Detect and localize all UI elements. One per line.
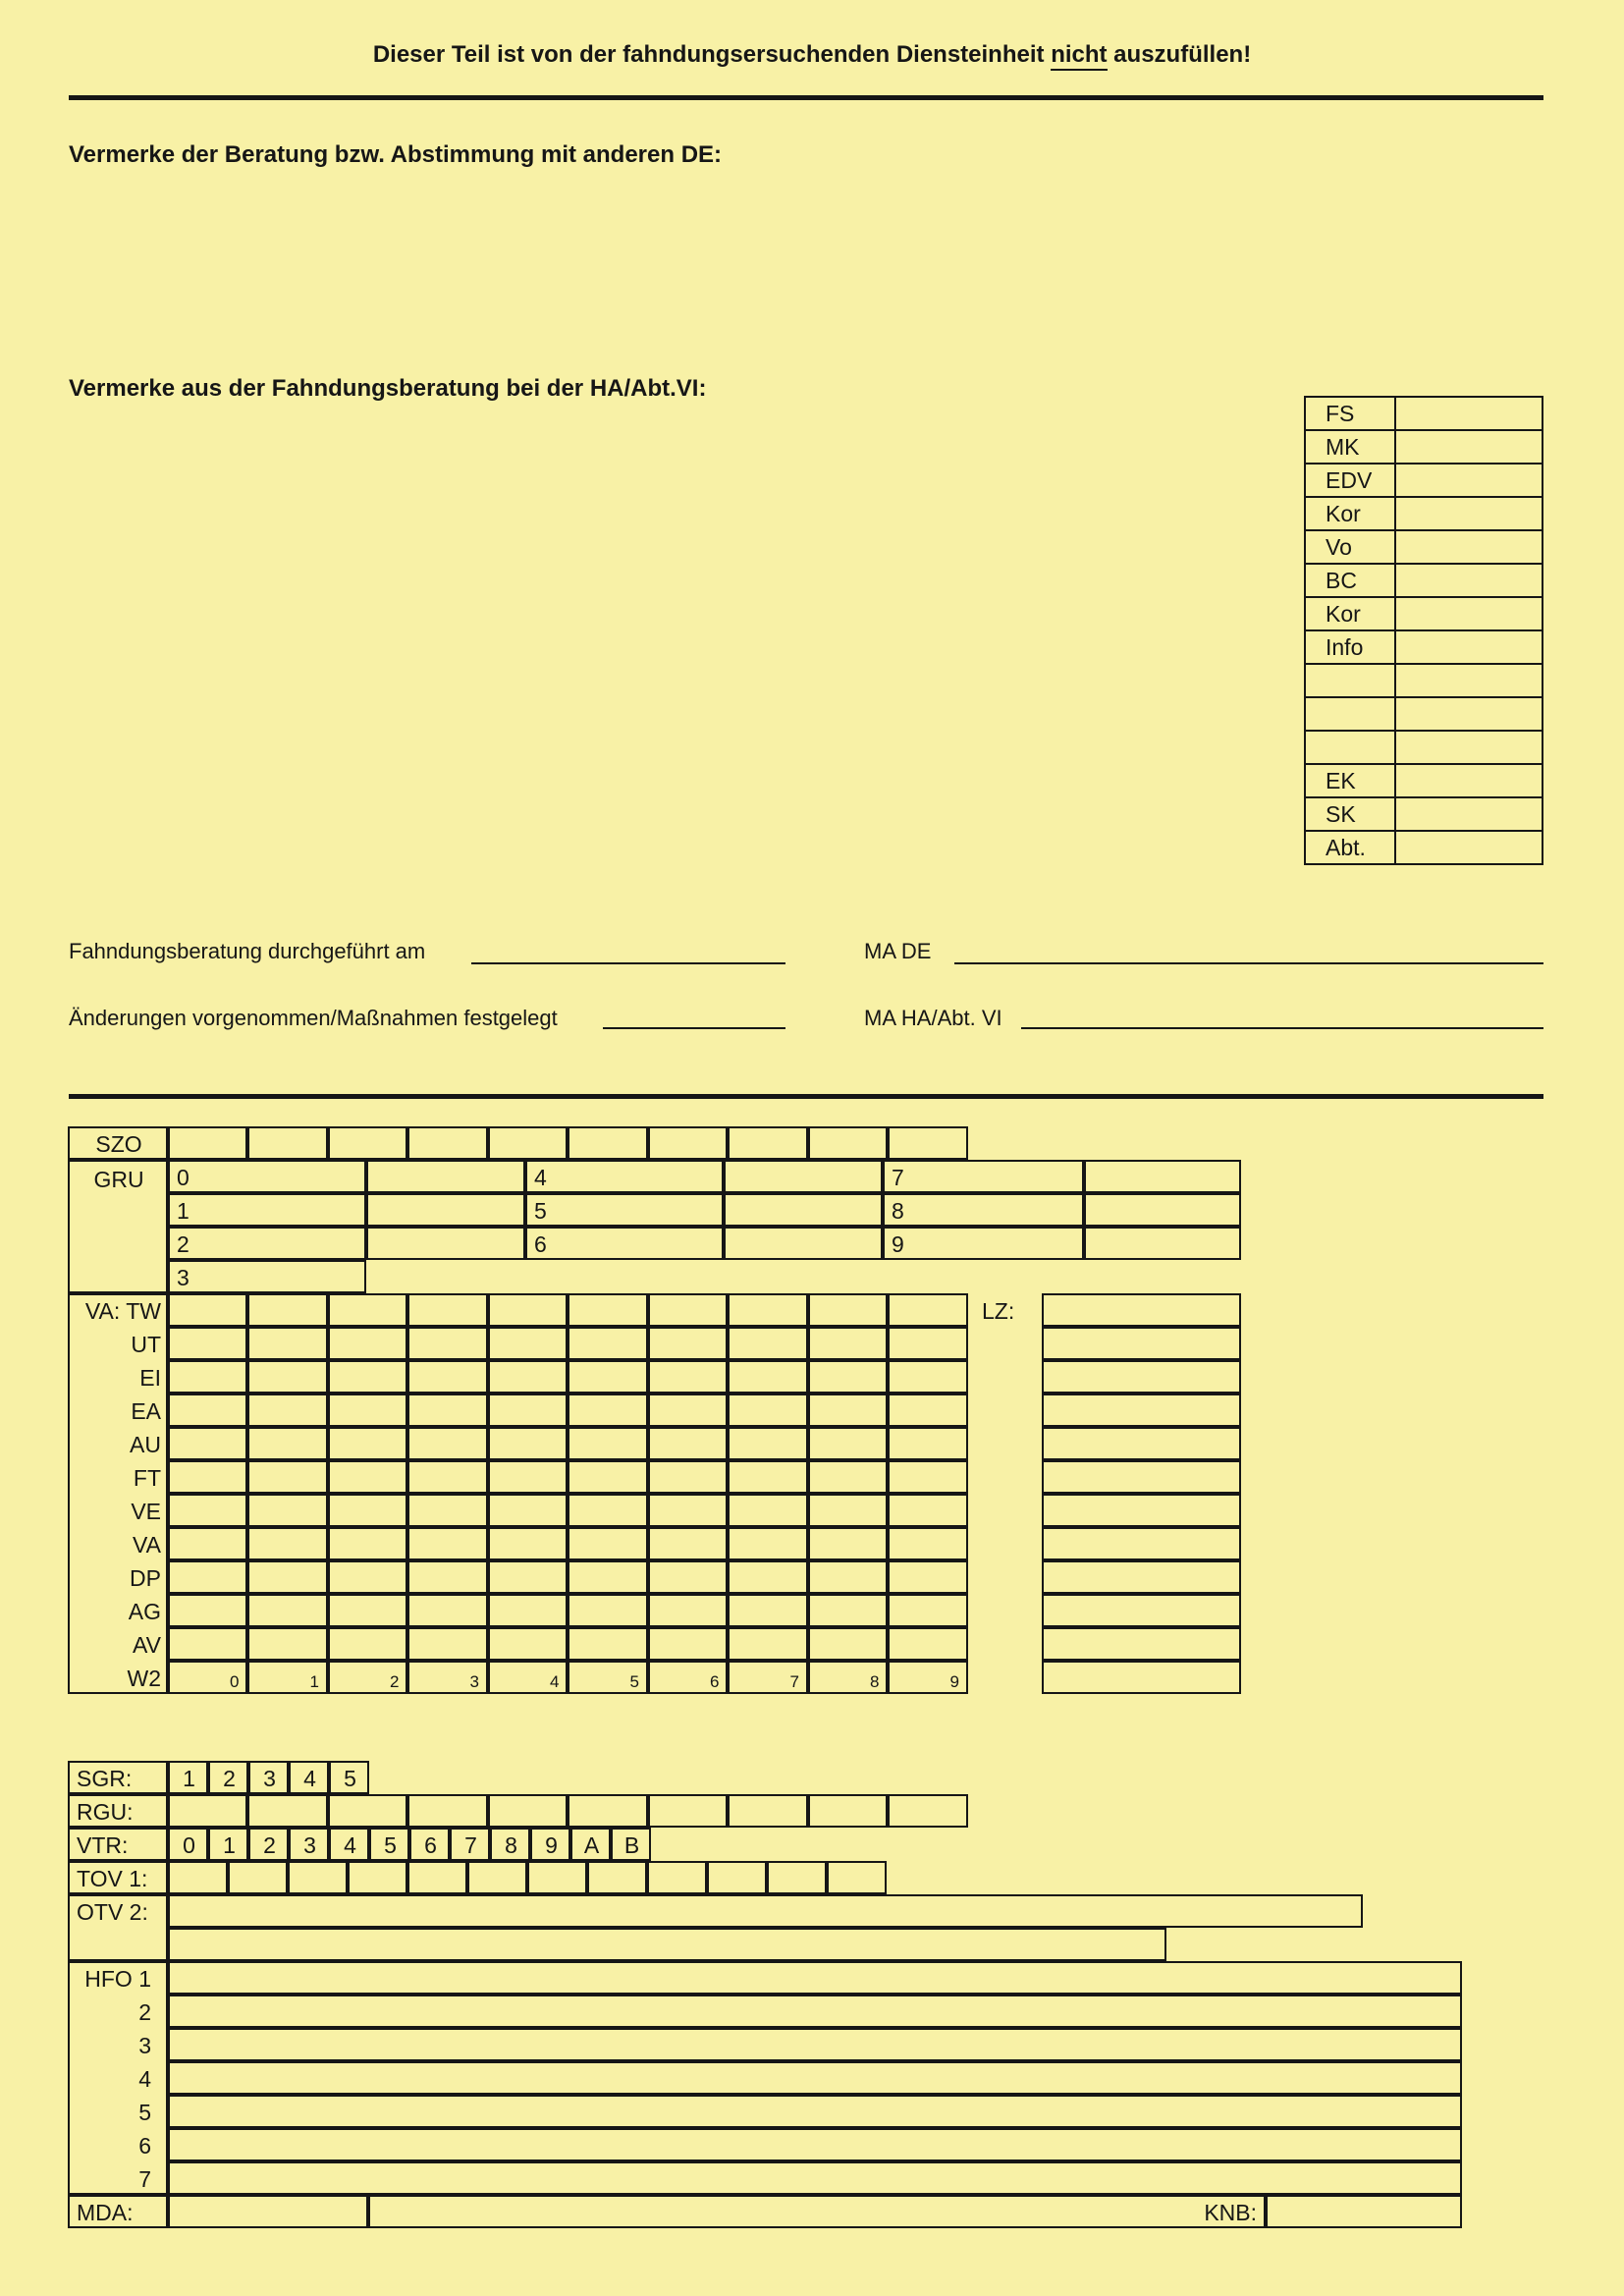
date-field[interactable] [471,962,785,964]
tov-field[interactable] [168,1861,228,1894]
hfo-field[interactable] [168,2128,1462,2161]
va-field[interactable] [568,1560,648,1594]
gru-field[interactable] [724,1227,883,1260]
va-field[interactable] [168,1360,248,1394]
side-box-row [1305,697,1543,731]
ma-ha-field[interactable] [1021,1027,1543,1029]
hfo-field[interactable] [168,2161,1462,2195]
va-field[interactable] [328,1293,408,1327]
va-field[interactable] [728,1427,808,1460]
lz-field[interactable] [1042,1360,1241,1394]
hfo-row-label: 5 [138,2099,151,2125]
va-field[interactable] [168,1560,248,1594]
gru-field[interactable] [724,1193,883,1227]
va-field[interactable] [328,1494,408,1527]
va-row-label: DP [130,1564,161,1591]
va-field[interactable] [808,1627,889,1661]
rgu-field[interactable] [488,1794,568,1828]
szo-field[interactable] [728,1126,808,1160]
side-box-field[interactable] [1395,430,1543,464]
szo-field[interactable] [888,1126,968,1160]
va-column-digit: 9 [949,1671,959,1691]
va-field[interactable] [328,1327,408,1360]
hfo-row-label: HFO 1 [84,1965,151,1992]
side-box-label: BC [1305,564,1395,597]
gru-code: 0 [177,1164,189,1190]
va-field[interactable] [407,1360,488,1394]
side-box-label: Kor [1305,597,1395,630]
va-field[interactable] [888,1627,968,1661]
szo-label: SZO [95,1130,142,1157]
label-durchgefuehrt: Fahndungsberatung durchgeführt am [69,939,426,963]
va-field[interactable] [168,1293,248,1327]
side-box-label: MK [1305,430,1395,464]
hfo-row-label: 2 [138,1998,151,2025]
rgu-field[interactable] [648,1794,729,1828]
va-field[interactable] [728,1327,808,1360]
va-field[interactable] [247,1460,328,1494]
va-field[interactable] [568,1360,648,1394]
va-field[interactable] [247,1594,328,1627]
va-field[interactable] [488,1427,568,1460]
va-field[interactable] [488,1560,568,1594]
va-field[interactable] [568,1427,648,1460]
va-field[interactable] [328,1627,408,1661]
hfo-row-label: 7 [138,2165,151,2192]
va-field[interactable] [888,1427,968,1460]
side-box-field[interactable] [1395,564,1543,597]
vtr-option-label: 6 [424,1831,437,1858]
vtr-option-label: 1 [223,1831,236,1858]
side-box-row [1305,430,1543,464]
rgu-field[interactable] [407,1794,488,1828]
va-row-label: VA [133,1531,161,1558]
va-field[interactable] [888,1293,968,1327]
sgr-option-label: 3 [263,1765,276,1791]
lz-label: LZ: [982,1297,1015,1324]
va-field[interactable] [648,1527,729,1560]
va-field[interactable] [407,1594,488,1627]
va-field[interactable] [808,1360,889,1394]
va-field[interactable] [247,1360,328,1394]
hfo-row-label: 3 [138,2032,151,2058]
va-field[interactable] [728,1293,808,1327]
side-box-row [1305,597,1543,630]
side-box-label: EK [1305,764,1395,797]
side-box-field[interactable] [1395,497,1543,530]
va-field[interactable] [407,1460,488,1494]
section-fahndungsberatung: Vermerke aus der Fahndungsberatung bei der HA/Abt.VI: [69,375,707,402]
gru-label: GRU [93,1166,144,1192]
lz-field[interactable] [1042,1427,1241,1460]
gru-code: 1 [177,1197,189,1224]
va-field[interactable] [488,1460,568,1494]
header-note-emphasis: nicht [1051,41,1107,71]
gru-code: 6 [534,1230,547,1257]
va-field[interactable] [328,1594,408,1627]
side-box-row [1305,564,1543,597]
szo-field[interactable] [568,1126,648,1160]
va-field[interactable] [407,1527,488,1560]
side-box-row [1305,797,1543,831]
side-box-row [1305,731,1543,764]
hfo-field[interactable] [168,1995,1462,2028]
va-field[interactable] [568,1627,648,1661]
va-field[interactable] [808,1293,889,1327]
va-field[interactable] [407,1494,488,1527]
tov-field[interactable] [288,1861,348,1894]
side-box-label: Info [1305,630,1395,664]
va-field[interactable] [247,1327,328,1360]
mda-field[interactable] [168,2195,368,2228]
side-box-field[interactable] [1395,764,1543,797]
lz-field[interactable] [1042,1293,1241,1327]
va-field[interactable] [728,1527,808,1560]
vtr-option-label: 0 [183,1831,195,1858]
gru-field[interactable] [366,1227,525,1260]
szo-field[interactable] [488,1126,568,1160]
gru-field[interactable] [1084,1193,1241,1227]
gru-code: 7 [892,1164,904,1190]
lz-field[interactable] [1042,1594,1241,1627]
rgu-label: RGU: [77,1798,134,1825]
va-column-digit: 3 [469,1671,479,1691]
va-field[interactable] [407,1293,488,1327]
gru-field[interactable] [1084,1160,1241,1193]
vtr-option-label: 9 [545,1831,558,1858]
va-field[interactable] [488,1494,568,1527]
tov-field[interactable] [467,1861,527,1894]
side-box-label [1305,697,1395,731]
va-field[interactable] [808,1527,889,1560]
szo-field[interactable] [168,1126,248,1160]
va-field[interactable] [888,1494,968,1527]
tov-field[interactable] [707,1861,767,1894]
gru-code: 9 [892,1230,904,1257]
va-field[interactable] [247,1627,328,1661]
gru-field[interactable] [366,1193,525,1227]
side-box-label [1305,731,1395,764]
side-box-row [1305,397,1543,430]
hfo-row-label: 6 [138,2132,151,2159]
va-row-label: EI [139,1364,161,1391]
va-field[interactable] [168,1594,248,1627]
va-field[interactable] [728,1494,808,1527]
va-field[interactable] [728,1360,808,1394]
ma-de-field[interactable] [954,962,1543,964]
va-field[interactable] [648,1327,729,1360]
side-box-field[interactable] [1395,731,1543,764]
vtr-label: VTR: [77,1831,129,1858]
sgr-label: SGR: [77,1765,133,1791]
sgr-option-label: 5 [344,1765,356,1791]
va-row-label: FT [133,1464,161,1491]
va-row-label: AG [128,1598,161,1624]
va-field[interactable] [488,1394,568,1427]
va-field[interactable] [648,1293,729,1327]
va-field[interactable] [488,1594,568,1627]
gru-field[interactable] [724,1160,883,1193]
va-field[interactable] [328,1394,408,1427]
va-field[interactable] [488,1527,568,1560]
side-box-field[interactable] [1395,664,1543,697]
va-row-label: AU [130,1431,161,1457]
rgu-field[interactable] [888,1794,968,1828]
va-field[interactable] [808,1427,889,1460]
va-field[interactable] [648,1394,729,1427]
va-field[interactable] [648,1560,729,1594]
vtr-option-label: B [623,1831,640,1858]
mda-field-2[interactable] [368,2195,1266,2228]
hfo-row-label: 4 [138,2065,151,2092]
middle-rule [69,1094,1543,1099]
gru-code: 3 [177,1264,189,1290]
side-box-row [1305,630,1543,664]
va-field[interactable] [168,1460,248,1494]
va-field[interactable] [247,1494,328,1527]
va-field[interactable] [888,1594,968,1627]
tov-label: TOV 1: [77,1865,148,1891]
va-row-label: VA: TW [84,1297,161,1324]
rgu-field[interactable] [728,1794,808,1828]
knb-field[interactable] [1266,2195,1462,2228]
lz-field[interactable] [1042,1394,1241,1427]
side-box-field[interactable] [1395,697,1543,731]
va-field[interactable] [728,1594,808,1627]
va-field[interactable] [648,1627,729,1661]
lz-field[interactable] [1042,1560,1241,1594]
szo-field[interactable] [808,1126,889,1160]
hfo-field[interactable] [168,2061,1462,2095]
va-field[interactable] [648,1494,729,1527]
va-field[interactable] [728,1460,808,1494]
tov-field[interactable] [587,1861,647,1894]
va-field[interactable] [247,1527,328,1560]
label-ma-de: MA DE [864,939,932,963]
va-field[interactable] [247,1394,328,1427]
va-column-digit: 4 [550,1671,560,1691]
tov-field[interactable] [407,1861,467,1894]
va-field[interactable] [808,1560,889,1594]
side-box-label: Kor [1305,497,1395,530]
va-field[interactable] [888,1560,968,1594]
va-field[interactable] [808,1494,889,1527]
va-row-label: UT [131,1331,161,1357]
side-box-field[interactable] [1395,464,1543,497]
va-field[interactable] [168,1327,248,1360]
va-field[interactable] [568,1594,648,1627]
side-box-label [1305,664,1395,697]
hfo-field[interactable] [168,1961,1462,1995]
va-column-digit: 8 [870,1671,880,1691]
va-field[interactable] [888,1527,968,1560]
tov-field[interactable] [527,1861,587,1894]
va-column-digit: 0 [230,1671,240,1691]
vtr-option-label: A [583,1831,600,1858]
vtr-option-label: 4 [344,1831,356,1858]
side-box-row [1305,497,1543,530]
va-column-digit: 5 [629,1671,639,1691]
side-box-row [1305,764,1543,797]
va-field[interactable] [888,1394,968,1427]
header-note: Dieser Teil ist von der fahndungsersuchenden Diensteinheit nicht auszufüllen! [0,41,1624,71]
va-field[interactable] [407,1627,488,1661]
va-field[interactable] [407,1394,488,1427]
va-column-digit: 2 [390,1671,400,1691]
lz-field[interactable] [1042,1627,1241,1661]
lz-field[interactable] [1042,1327,1241,1360]
gru-code: 5 [534,1197,547,1224]
va-column-digit: 7 [789,1671,799,1691]
szo-field[interactable] [328,1126,408,1160]
va-field[interactable] [328,1460,408,1494]
side-box-row [1305,530,1543,564]
side-box-field[interactable] [1395,831,1543,864]
va-field[interactable] [488,1327,568,1360]
side-code-box [1304,396,1543,865]
rgu-field[interactable] [247,1794,328,1828]
side-box-label: EDV [1305,464,1395,497]
rgu-field[interactable] [328,1794,408,1828]
va-row-label: VE [131,1498,161,1524]
otv-field-2[interactable] [168,1928,1166,1961]
va-field[interactable] [728,1627,808,1661]
side-box-label: SK [1305,797,1395,831]
side-box-field[interactable] [1395,797,1543,831]
va-field[interactable] [247,1427,328,1460]
lz-field[interactable] [1042,1460,1241,1494]
label-ma-ha: MA HA/Abt. VI [864,1006,1002,1030]
va-field[interactable] [648,1594,729,1627]
va-field[interactable] [728,1394,808,1427]
side-box-row [1305,664,1543,697]
tov-field[interactable] [767,1861,827,1894]
szo-field[interactable] [247,1126,328,1160]
va-field[interactable] [407,1327,488,1360]
rgu-field[interactable] [168,1794,248,1828]
va-field[interactable] [568,1394,648,1427]
gru-code: 4 [534,1164,547,1190]
va-field[interactable] [407,1560,488,1594]
va-field[interactable] [888,1360,968,1394]
tov-field[interactable] [348,1861,407,1894]
gru-field[interactable] [1084,1227,1241,1260]
side-box-field[interactable] [1395,397,1543,430]
hfo-field[interactable] [168,2095,1462,2128]
va-field[interactable] [328,1560,408,1594]
knb-label: KNB: [1204,2199,1257,2225]
va-field[interactable] [168,1494,248,1527]
vtr-option-label: 2 [263,1831,276,1858]
tov-field[interactable] [647,1861,707,1894]
va-column-digit: 6 [710,1671,720,1691]
va-field[interactable] [328,1427,408,1460]
sgr-option-label: 4 [303,1765,316,1791]
gru-field[interactable] [366,1160,525,1193]
hfo-field[interactable] [168,2028,1462,2061]
va-field[interactable] [328,1360,408,1394]
rgu-field[interactable] [808,1794,889,1828]
label-aenderungen: Änderungen vorgenommen/Maßnahmen festgelegt [69,1006,558,1030]
va-field[interactable] [568,1327,648,1360]
va-field[interactable] [488,1360,568,1394]
sgr-option-label: 1 [183,1765,195,1791]
va-field[interactable] [488,1627,568,1661]
va-field[interactable] [247,1560,328,1594]
vtr-option-label: 5 [384,1831,397,1858]
va-field[interactable] [168,1627,248,1661]
va-field[interactable] [168,1394,248,1427]
va-field[interactable] [328,1527,408,1560]
gru-code: 8 [892,1197,904,1224]
tov-field[interactable] [228,1861,288,1894]
side-box-row [1305,464,1543,497]
vtr-option-label: 7 [464,1831,477,1858]
va-row-label: AV [133,1631,161,1658]
va-field[interactable] [168,1527,248,1560]
otv-label: OTV 2: [77,1898,148,1925]
aenderungen-field[interactable] [603,1027,785,1029]
lz-field[interactable] [1042,1527,1241,1560]
va-field[interactable] [888,1327,968,1360]
va-field[interactable] [168,1427,248,1460]
va-field[interactable] [648,1427,729,1460]
otv-field[interactable] [168,1894,1363,1928]
side-box-label: FS [1305,397,1395,430]
side-box-field[interactable] [1395,630,1543,664]
lz-field[interactable] [1042,1661,1241,1694]
top-rule [69,95,1543,100]
va-field[interactable] [728,1560,808,1594]
va-field[interactable] [648,1460,729,1494]
va-field[interactable] [247,1293,328,1327]
va-field[interactable] [808,1460,889,1494]
va-field[interactable] [568,1460,648,1494]
va-field[interactable] [808,1594,889,1627]
va-field[interactable] [568,1527,648,1560]
vtr-option-label: 3 [303,1831,316,1858]
side-box-field[interactable] [1395,530,1543,564]
va-field[interactable] [888,1460,968,1494]
side-box-row [1305,831,1543,864]
va-field[interactable] [407,1427,488,1460]
vtr-option-label: 8 [505,1831,517,1858]
va-field[interactable] [648,1360,729,1394]
rgu-field[interactable] [568,1794,648,1828]
va-field[interactable] [808,1394,889,1427]
va-field[interactable] [488,1293,568,1327]
va-column-digit: 1 [309,1671,319,1691]
va-row-label: EA [131,1397,161,1424]
va-row-label: W2 [127,1665,161,1691]
tov-field[interactable] [827,1861,887,1894]
side-box-field[interactable] [1395,597,1543,630]
gru-code: 2 [177,1230,189,1257]
va-field[interactable] [568,1494,648,1527]
side-box-label: Vo [1305,530,1395,564]
va-field[interactable] [568,1293,648,1327]
va-field[interactable] [808,1327,889,1360]
mda-label: MDA: [77,2199,134,2225]
side-box-label: Abt. [1305,831,1395,864]
szo-field[interactable] [407,1126,488,1160]
sgr-option-label: 2 [223,1765,236,1791]
section-beratung: Vermerke der Beratung bzw. Abstimmung mit anderen DE: [69,141,723,168]
szo-field[interactable] [648,1126,729,1160]
lz-field[interactable] [1042,1494,1241,1527]
